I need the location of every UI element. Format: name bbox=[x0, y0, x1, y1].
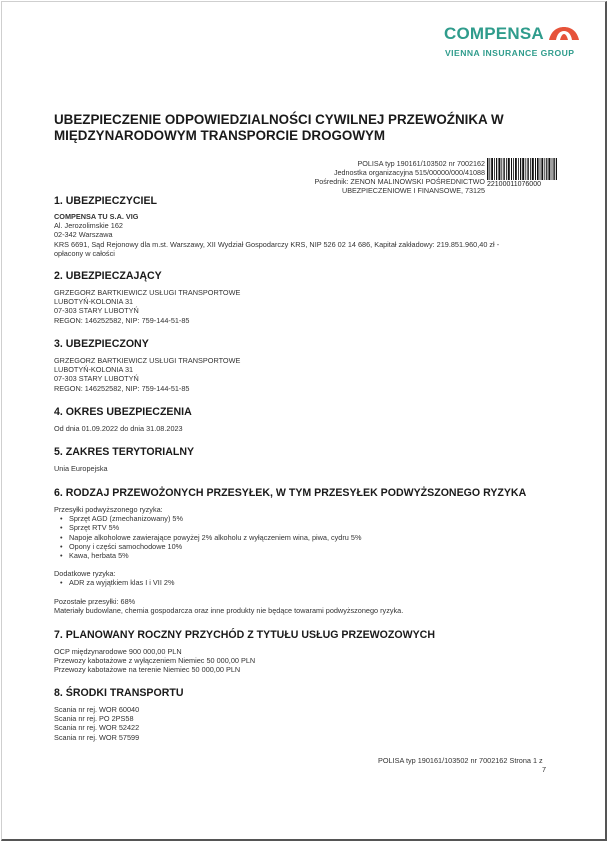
footer-page-total: 7 bbox=[541, 765, 546, 774]
vehicle-item: Scania nr rej. WOR 57599 bbox=[54, 732, 140, 742]
insurance-period: Od dnia 01.09.2022 do dnia 31.08.2023 bbox=[54, 424, 183, 433]
extra-risk-label: Dodatkowe ryzyka: bbox=[54, 569, 116, 579]
vehicle-item: Scania nr rej. WOR 60040 bbox=[54, 705, 140, 714]
section-heading: 6. RODZAJ PRZEWOŻONYCH PRZESYŁEK, W TYM PRZESYŁEK PODWYŻSZONEGO RYZYKA bbox=[54, 487, 527, 499]
policyholder-address-1: LUBOTYŃ-KOLONIA 31 bbox=[54, 297, 134, 307]
logo-subtitle: VIENNA INSURANCE GROUP bbox=[445, 48, 575, 58]
intermediary-line-1: Pośrednik: ZENON MALINOWSKI POŚREDNICTWO bbox=[314, 177, 485, 186]
policyholder-name: GRZEGORZ BARTKIEWICZ USŁUGI TRANSPORTOWE bbox=[54, 288, 241, 297]
revenue-cabotage-excl-germany: Przewozy kabotażowe z wyłączeniem Niemiec 50 000,00 PLN bbox=[54, 656, 256, 666]
list-item: • Kawa, herbata 5% bbox=[60, 551, 574, 560]
insurer-address-1: Al. Jerozolimskie 162 bbox=[54, 221, 123, 231]
document-title: UBEZPIECZENIE ODPOWIEDZIALNOŚCI CYWILNEJ PRZEWOŹNIKA W MIĘDZYNARODOWYM TRANSPORCIE DROGOWYM bbox=[54, 112, 504, 143]
list-item: • Sprzęt RTV 5% bbox=[60, 523, 574, 532]
section-vehicles bbox=[54, 687, 574, 742]
insured-address-1: LUBOTYŃ-KOLONIA 31 bbox=[54, 365, 134, 375]
section-heading: 1. UBEZPIECZYCIEL bbox=[54, 195, 158, 207]
insurer-registry: KRS 6691, Sąd Rejonowy dla m.st. Warszawy, XII Wydział Gospodarczy KRS, NIP 526 02 14 686, Kapitał zakładowy: 219.851.960,40 zł - bbox=[54, 239, 500, 249]
section-heading: 5. ZAKRES TERYTORIALNY bbox=[54, 446, 195, 458]
barcode-icon bbox=[487, 158, 557, 180]
organizational-unit: Jednostka organizacyjna 515/00000/000/41088 bbox=[333, 168, 485, 177]
logo-flower-icon bbox=[547, 25, 581, 41]
list-item: • ADR za wyjątkiem klas I i VII 2% bbox=[60, 578, 574, 587]
section-cargo bbox=[54, 487, 574, 615]
insurer-address-2: 02-342 Warszawa bbox=[54, 230, 113, 240]
high-risk-label: Przesyłki podwyższonego ryzyka: bbox=[54, 505, 163, 514]
list-item: • Sprzęt AGD (zmechanizowany) 5% bbox=[60, 514, 574, 523]
barcode-number: 22100011076000 bbox=[487, 181, 541, 188]
section-revenue bbox=[54, 629, 574, 675]
section-heading: 3. UBEZPIECZONY bbox=[54, 338, 149, 350]
insurer-name: COMPENSA TU S.A. VIG bbox=[54, 212, 139, 221]
section-heading: 7. PLANOWANY ROCZNY PRZYCHÓD Z TYTUŁU USŁUG PRZEWOZOWYCH bbox=[54, 629, 435, 641]
document-page bbox=[1, 1, 607, 841]
policyholder-ids: REGON: 146252582, NIP: 759-144-51-85 bbox=[54, 315, 190, 325]
revenue-international: OCP międzynarodowe 900 000,00 PLN bbox=[54, 647, 182, 656]
section-insured bbox=[54, 338, 574, 393]
territorial-scope: Unia Europejska bbox=[54, 464, 108, 473]
section-insurer bbox=[54, 195, 574, 258]
barcode bbox=[487, 158, 557, 188]
revenue-cabotage-germany: Przewozy kabotażowe na terenie Niemiec 50 000,00 PLN bbox=[54, 665, 241, 675]
insured-ids: REGON: 146252582, NIP: 759-144-51-85 bbox=[54, 383, 190, 393]
list-item: • Opony i części samochodowe 10% bbox=[60, 542, 574, 551]
policy-info bbox=[242, 159, 485, 195]
policyholder-address-2: 07-303 STARY LUBOTYŃ bbox=[54, 306, 139, 316]
high-risk-list bbox=[54, 514, 574, 560]
list-item: • Napoje alkoholowe zawierające powyżej 2% alkoholu z wyłączeniem wina, piwa, cydru 5% bbox=[60, 533, 574, 542]
insurer-registry-cont: opłacony w całości bbox=[54, 248, 115, 258]
vehicle-item: Scania nr rej. WOR 52422 bbox=[54, 723, 140, 733]
page-footer bbox=[378, 756, 558, 774]
section-policyholder bbox=[54, 270, 574, 325]
logo-wordmark: COMPENSA bbox=[444, 24, 544, 43]
policy-number: POLISA typ 190161/103502 nr 7002162 bbox=[357, 159, 485, 168]
other-cargo-share: Pozostałe przesyłki: 68% bbox=[54, 596, 136, 606]
section-heading: 4. OKRES UBEZPIECZENIA bbox=[54, 406, 192, 418]
footer-policy-page: POLISA typ 190161/103502 nr 7002162 Strona 1 z bbox=[378, 756, 543, 765]
section-territory bbox=[54, 446, 574, 473]
extra-risk-list bbox=[54, 578, 574, 587]
other-cargo-description: Materiały budowlane, chemia gospodarcza oraz inne produkty nie będące towarami podwyższonego ryzyka. bbox=[54, 605, 404, 615]
section-heading: 8. ŚRODKI TRANSPORTU bbox=[54, 687, 184, 699]
section-period bbox=[54, 406, 574, 433]
insured-name: GRZEGORZ BARTKIEWICZ USŁUGI TRANSPORTOWE bbox=[54, 356, 241, 365]
insured-address-2: 07-303 STARY LUBOTYŃ bbox=[54, 374, 139, 384]
vehicle-item: Scania nr rej. PO 2PS58 bbox=[54, 714, 134, 724]
intermediary-line-2: UBEZPIECZENIOWE I FINANSOWE, 73125 bbox=[342, 186, 485, 195]
section-heading: 2. UBEZPIECZAJĄCY bbox=[54, 270, 162, 282]
